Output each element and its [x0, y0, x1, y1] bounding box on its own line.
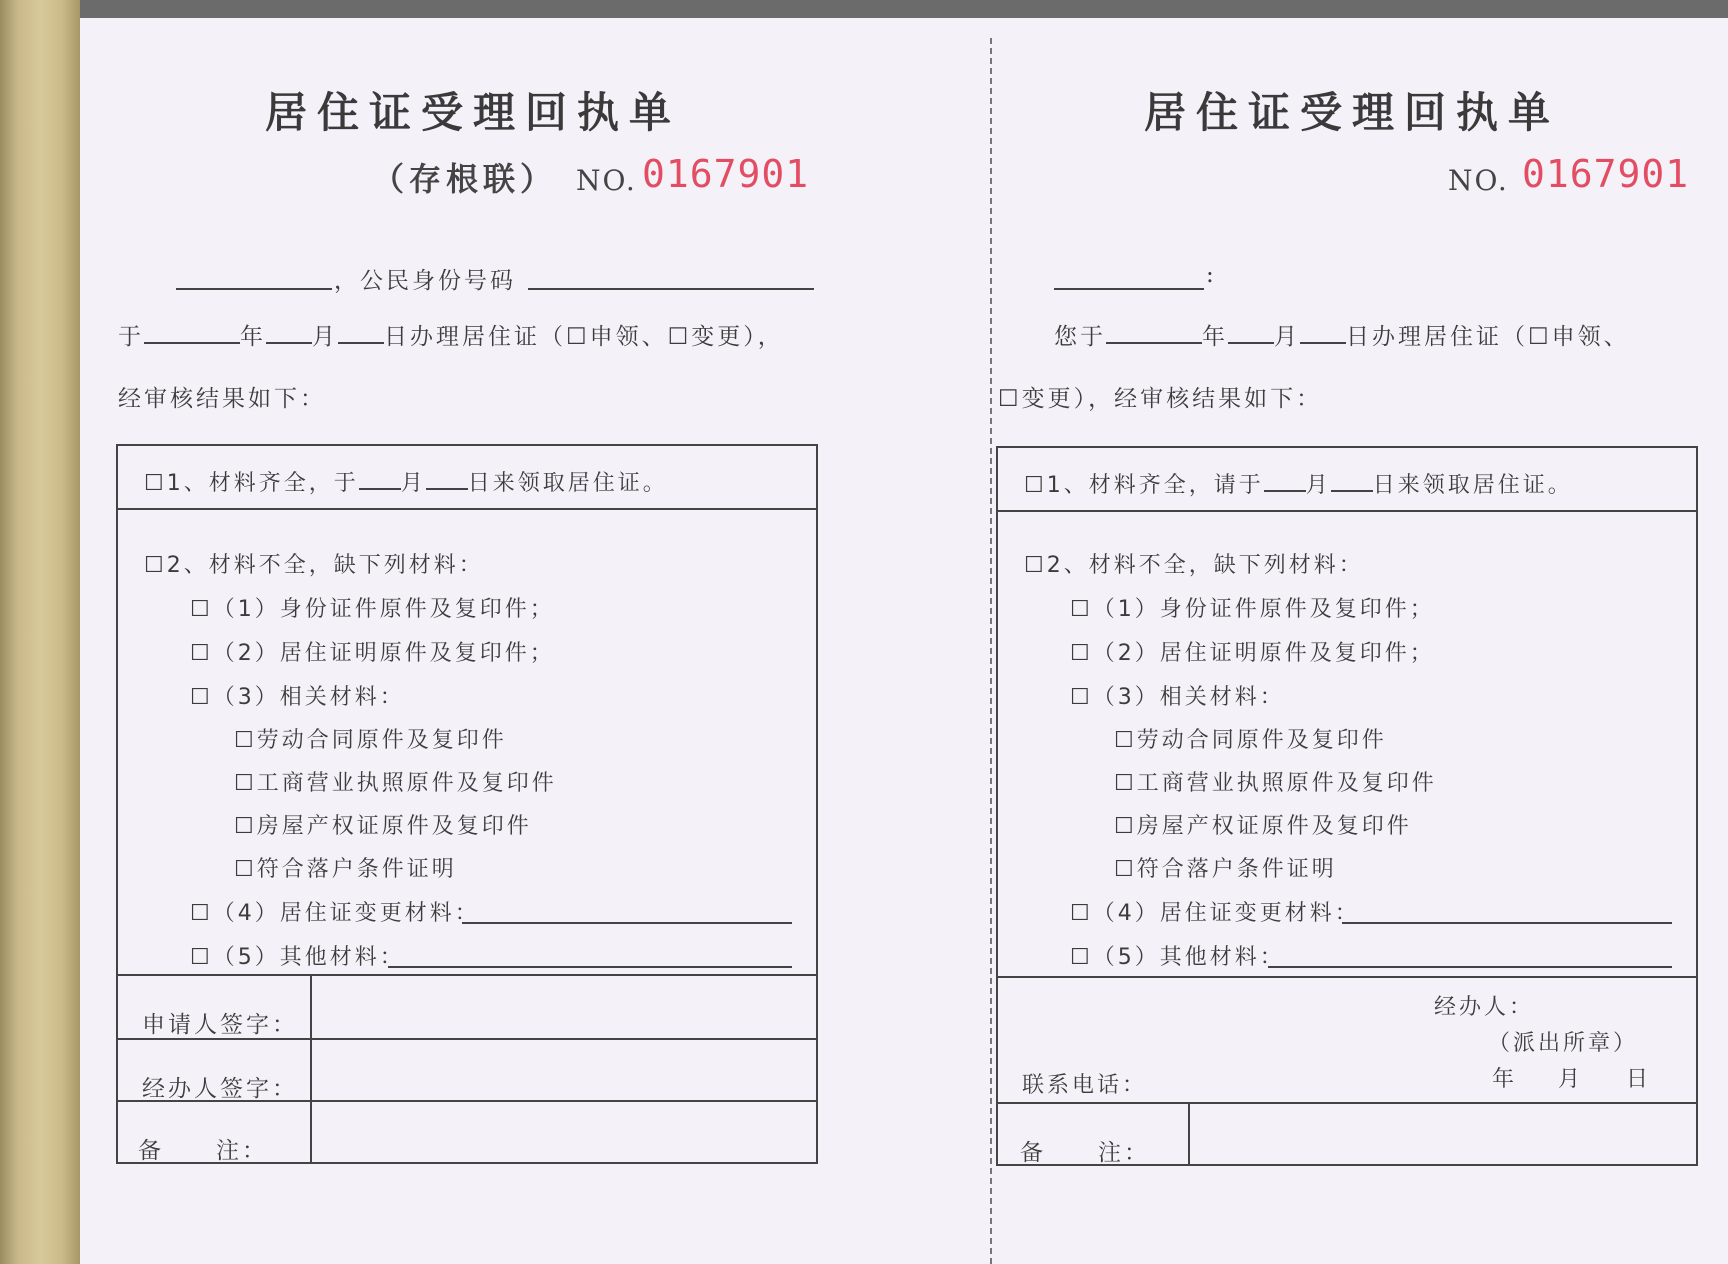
receipt-sheet: [80, 18, 1728, 1264]
right-year-blank[interactable]: [1106, 320, 1202, 344]
right-handler-label: 经办人：: [1434, 995, 1535, 1020]
right-day-blank[interactable]: [1300, 320, 1346, 344]
right-month-label: 月: [1274, 324, 1300, 350]
left-no-label: NO.: [576, 164, 637, 197]
right-row-divider-1: [996, 510, 1698, 512]
right-sub5[interactable]: ☐（5）其他材料：: [1070, 945, 1285, 970]
left-applicant-sign-label: 申请人签字：: [142, 1012, 298, 1038]
right-date-month: 月: [1558, 1067, 1584, 1092]
right-item2[interactable]: ☐2、材料不全，缺下列材料：: [1024, 553, 1364, 578]
right-item1[interactable]: [1024, 468, 1573, 499]
right-remark-field[interactable]: [1190, 1104, 1696, 1164]
right-item1-day-blank[interactable]: [1331, 468, 1373, 492]
right-no-label: NO.: [1448, 164, 1509, 197]
left-line2: [118, 318, 784, 351]
left-handler-sign-field[interactable]: [312, 1040, 816, 1098]
left-line2-prefix: 于: [118, 324, 144, 350]
right-stamp-label: （派出所章）: [1488, 1031, 1639, 1056]
left-remark-label: 备 注：: [138, 1138, 268, 1164]
right-sub3d[interactable]: ☐符合落户条件证明: [1114, 857, 1337, 882]
left-sub3c[interactable]: ☐房屋产权证原件及复印件: [234, 814, 532, 839]
left-sub2[interactable]: ☐（2）居住证明原件及复印件；: [190, 641, 555, 666]
perforation-line: [990, 38, 992, 1264]
right-sub3[interactable]: ☐（3）相关材料：: [1070, 685, 1285, 710]
left-year-label: 年: [240, 324, 266, 350]
right-name-colon: :: [1206, 262, 1217, 288]
left-day-blank[interactable]: [338, 320, 384, 344]
left-sub3b[interactable]: ☐工商营业执照原件及复印件: [234, 771, 557, 796]
left-result-intro: 经审核结果如下：: [118, 386, 326, 412]
right-item1-month-blank[interactable]: [1264, 468, 1306, 492]
left-item1-month-blank[interactable]: [359, 466, 401, 490]
left-item2[interactable]: ☐2、材料不全，缺下列材料：: [144, 553, 484, 578]
right-item1-month-label: 月: [1305, 473, 1331, 498]
right-row-divider-2: [996, 976, 1698, 978]
left-id-label: ，公民身份号码: [334, 268, 516, 294]
left-row-divider-1: [116, 508, 818, 510]
left-sub5-blank[interactable]: [388, 966, 792, 968]
right-line2-prefix: 您于: [1054, 324, 1106, 350]
right-line2: [1054, 318, 1630, 351]
left-name-blank[interactable]: [176, 288, 332, 290]
left-sub5[interactable]: ☐（5）其他材料：: [190, 945, 405, 970]
left-sub1[interactable]: ☐（1）身份证件原件及复印件；: [190, 597, 555, 622]
right-item1-checkbox-label: ☐1、材料齐全，请于: [1024, 473, 1264, 498]
right-remark-label: 备 注：: [1020, 1140, 1150, 1166]
left-item1-month-label: 月: [400, 471, 426, 496]
right-sub3c[interactable]: ☐房屋产权证原件及复印件: [1114, 814, 1412, 839]
right-day-label: 日办理居住证（☐申领、: [1346, 324, 1630, 350]
left-item1-checkbox-label: ☐1、材料齐全，于: [144, 471, 359, 496]
left-sub3[interactable]: ☐（3）相关材料：: [190, 685, 405, 710]
left-item1[interactable]: [144, 466, 668, 497]
right-name-blank[interactable]: [1054, 288, 1204, 290]
right-sub3a[interactable]: ☐劳动合同原件及复印件: [1114, 728, 1387, 753]
left-item1-day-blank[interactable]: [426, 466, 468, 490]
binding-strip: [0, 0, 80, 1264]
left-sub4[interactable]: ☐（4）居住证变更材料：: [190, 901, 480, 926]
right-title: 居住证受理回执单: [1144, 88, 1561, 137]
left-month-blank[interactable]: [266, 320, 312, 344]
left-sub4-blank[interactable]: [462, 922, 792, 924]
right-serial-number: 0167901: [1522, 152, 1690, 196]
left-handler-sign-label: 经办人签字：: [142, 1076, 298, 1102]
left-sub3d[interactable]: ☐符合落户条件证明: [234, 857, 457, 882]
left-remark-field[interactable]: [312, 1102, 816, 1162]
right-date-year: 年: [1492, 1067, 1518, 1092]
right-sub4[interactable]: ☐（4）居住证变更材料：: [1070, 901, 1360, 926]
left-id-blank[interactable]: [528, 288, 814, 290]
right-date-day: 日: [1626, 1067, 1652, 1092]
left-year-blank[interactable]: [144, 320, 240, 344]
left-month-label: 月: [312, 324, 338, 350]
left-applicant-sign-field[interactable]: [312, 976, 816, 1036]
right-line3: ☐变更），经审核结果如下：: [998, 386, 1323, 412]
right-sub2[interactable]: ☐（2）居住证明原件及复印件；: [1070, 641, 1435, 666]
left-title: 居住证受理回执单: [265, 88, 682, 137]
right-sub3b[interactable]: ☐工商营业执照原件及复印件: [1114, 771, 1437, 796]
left-item1-day-label: 日来领取居住证。: [467, 471, 668, 496]
right-year-label: 年: [1202, 324, 1228, 350]
right-phone-label: 联系电话：: [1022, 1073, 1148, 1098]
left-serial-number: 0167901: [642, 152, 810, 196]
right-sub4-blank[interactable]: [1342, 922, 1672, 924]
right-sub1[interactable]: ☐（1）身份证件原件及复印件；: [1070, 597, 1435, 622]
right-month-blank[interactable]: [1228, 320, 1274, 344]
left-day-label: 日办理居住证（☐申领、☐变更），: [384, 324, 784, 350]
right-sub5-blank[interactable]: [1268, 966, 1672, 968]
left-sub3a[interactable]: ☐劳动合同原件及复印件: [234, 728, 507, 753]
left-subtitle: （存根联）: [372, 160, 558, 198]
right-item1-day-label: 日来领取居住证。: [1372, 473, 1573, 498]
